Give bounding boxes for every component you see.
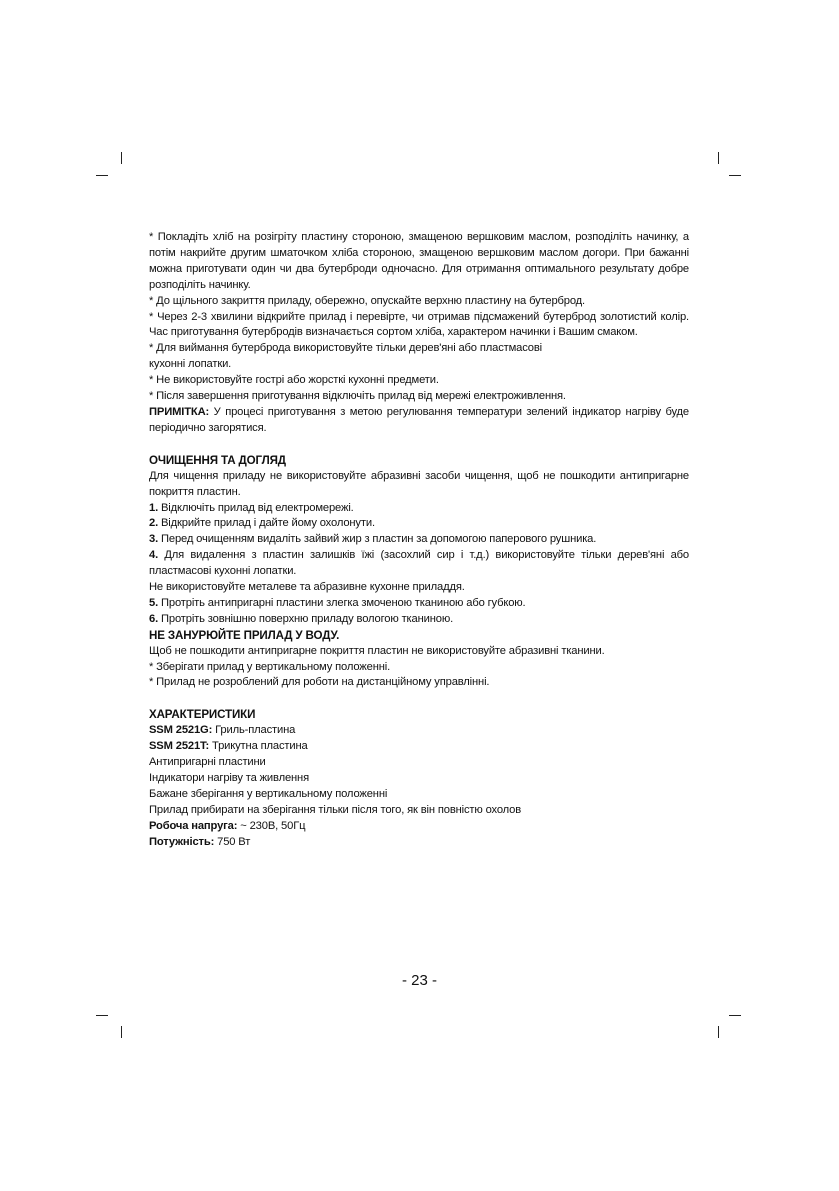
spec-feature: Антипригарні пластини <box>149 756 266 769</box>
model-text: Трикутна пластина <box>209 740 308 753</box>
step-text: Для видалення з пластин залишків їжі (засохлий сир і т.д.) використовуйте тільки дерев'яні або пластмасові кухонні лопатки. <box>149 549 689 578</box>
instruction-paragraph: * Для виймання бутерброда використовуйте тільки дерев'яні або пластмасові <box>149 342 543 355</box>
cleaning-note: Щоб не пошкодити антипригарне покриття пластин не використовуйте абразивні тканини. <box>149 644 605 657</box>
specs-heading: ХАРАКТЕРИСТИКИ <box>149 708 256 722</box>
model-label: SSM 2521G: <box>149 724 213 737</box>
spec-model <box>149 739 689 755</box>
cleaning-heading: ОЧИЩЕННЯ ТА ДОГЛЯД <box>149 453 286 467</box>
cleaning-section <box>149 453 689 692</box>
step-text: Протріть антипригарні пластини злегка змоченою тканиною або губкою. <box>158 596 526 609</box>
step-text: Відкрийте прилад і дайте йому охолонути. <box>158 517 375 530</box>
cleaning-step <box>149 596 689 612</box>
instruction-paragraph: * Не використовуйте гострі або жорсткі кухонні предмети. <box>149 374 439 387</box>
step-number: 2. <box>149 517 159 530</box>
voltage-label: Робоча напруга: <box>149 819 238 832</box>
water-warning: НЕ ЗАНУРЮЙТЕ ПРИЛАД У ВОДУ. <box>149 628 340 642</box>
cleaning-step <box>149 501 689 517</box>
model-text: Гриль-пластина <box>212 724 296 737</box>
step-number: 5. <box>149 596 159 609</box>
step-number: 4. <box>149 549 159 562</box>
step-number: 3. <box>149 533 159 546</box>
spec-feature: Бажане зберігання у вертикальному положенні <box>149 787 388 800</box>
cleaning-note: * Прилад не розроблений для роботи на дистанційному управлінні. <box>149 676 490 689</box>
cleaning-step <box>149 532 689 548</box>
spec-voltage <box>149 819 689 835</box>
crop-mark-top-right-horizontal <box>729 175 741 176</box>
cleaning-step <box>149 612 689 628</box>
voltage-value: ~ 230В, 50Гц <box>237 819 306 832</box>
note-text: У процесі приготування з метою регулювання температури зелений індикатор нагріву буде періодично загорятися. <box>149 405 689 434</box>
manual-page-content <box>149 230 689 851</box>
note-paragraph <box>149 405 689 437</box>
instruction-paragraph: кухонні лопатки. <box>149 358 232 371</box>
cleaning-note: * Зберігати прилад у вертикальному положенні. <box>149 660 391 673</box>
spec-power <box>149 835 689 851</box>
usage-instructions <box>149 230 689 437</box>
step-text: Відключіть прилад від електромережі. <box>158 501 354 514</box>
note-label: ПРИМІТКА: <box>149 405 210 418</box>
crop-mark-bottom-right-horizontal <box>729 1015 741 1016</box>
step-text: Протріть зовнішню поверхню приладу вологою тканиною. <box>158 612 454 625</box>
crop-mark-top-right-vertical <box>718 152 719 164</box>
cleaning-step <box>149 548 689 580</box>
no-metal-warning: Не використовуйте металеве та абразивне кухонне приладдя. <box>149 581 465 594</box>
crop-mark-top-left-vertical <box>121 152 122 164</box>
spec-model <box>149 723 689 739</box>
instruction-paragraph: * Покладіть хліб на розігріту пластину стороною, змащеною вершковим маслом, розподіліть начинку, а потім накрийте другим шматочком хліба стороною, змащеною вершковим маслом догори. При бажанні можна приготувати один чи два бутерброди одночасно. Для отримання оптимального результату добре розподіліть начинку. <box>149 231 689 291</box>
spec-feature: Індикатори нагріву та живлення <box>149 772 309 784</box>
model-label: SSM 2521T: <box>149 740 210 753</box>
step-number: 1. <box>149 501 159 514</box>
section-spacer <box>149 437 689 453</box>
spec-feature: Прилад прибирати на зберігання тільки після того, як він повністю охолов <box>149 803 522 816</box>
section-spacer <box>149 691 689 707</box>
page-number: - 23 - <box>401 972 437 989</box>
crop-mark-bottom-left-horizontal <box>96 1015 108 1016</box>
instruction-paragraph: * До щільного закриття приладу, обережно, опускайте верхню пластину на бутерброд. <box>149 294 586 307</box>
instruction-paragraph: * Через 2-3 хвилини відкрийте прилад і перевірте, чи отримав підсмажений бутерброд золотистий колір. Час приготування бутербродів визначається сортом хліба, характером начинки і Вашим смаком. <box>149 310 689 339</box>
crop-mark-bottom-left-vertical <box>121 1026 122 1038</box>
cleaning-step <box>149 516 689 532</box>
instruction-paragraph: * Після завершення приготування відключіть прилад від мережі електроживлення. <box>149 390 566 403</box>
step-text: Перед очищенням видаліть зайвий жир з пластин за допомогою паперового рушника. <box>158 533 597 546</box>
crop-mark-bottom-right-vertical <box>718 1026 719 1038</box>
crop-mark-top-left-horizontal <box>96 175 108 176</box>
power-label: Потужність: <box>149 835 215 848</box>
power-value: 750 Вт <box>214 835 251 848</box>
specs-section <box>149 707 689 850</box>
cleaning-intro: Для чищення приладу не використовуйте абразивні засоби чищення, щоб не пошкодити антипригарне покриття пластин. <box>149 469 689 498</box>
step-number: 6. <box>149 612 159 625</box>
